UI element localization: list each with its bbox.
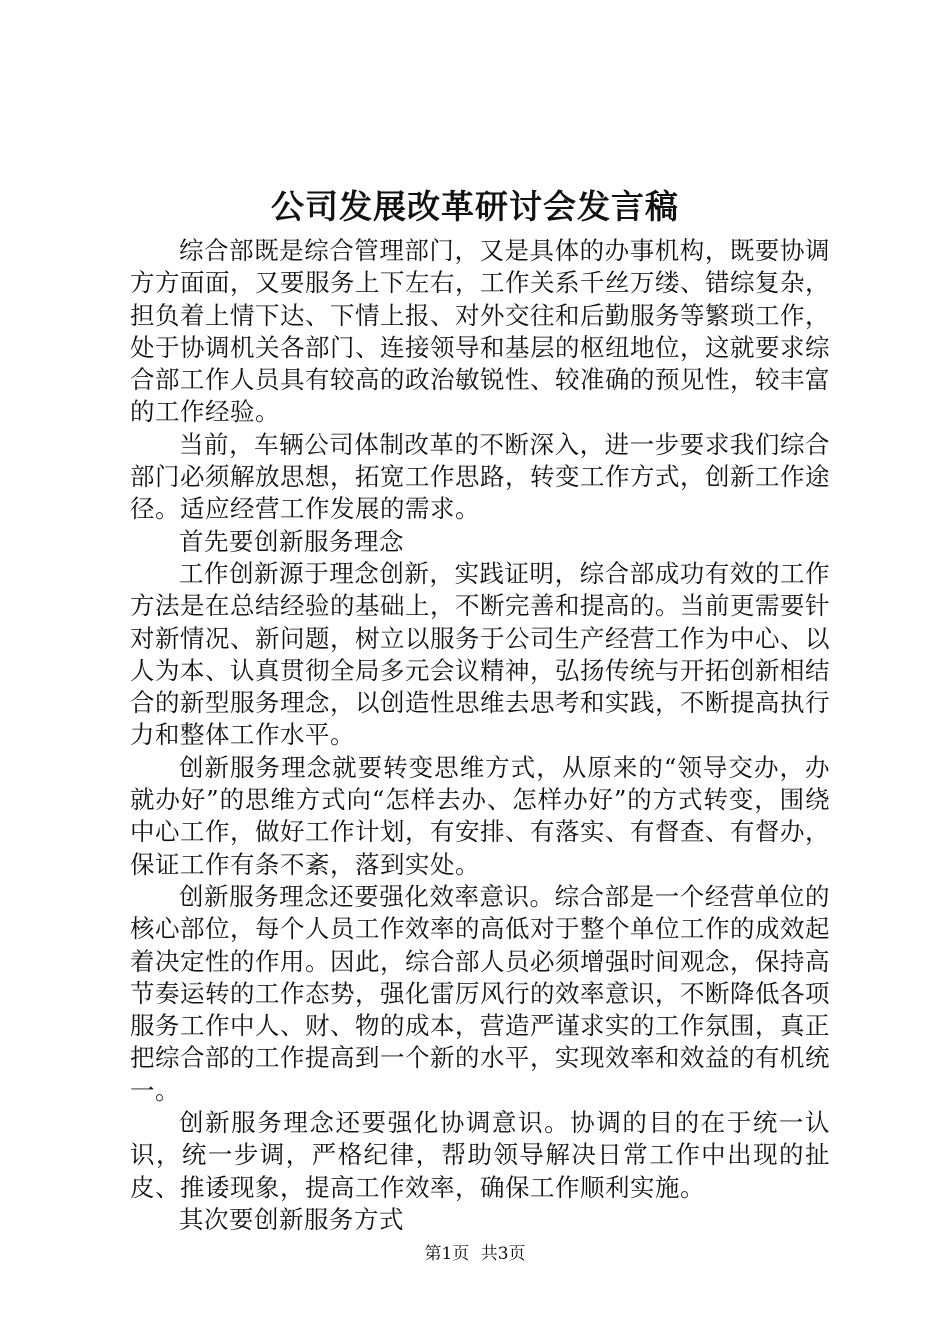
page-number: 第1页 [424, 1244, 470, 1264]
paragraph: 创新服务理念还要强化效率意识。综合部是一个经营单位的核心部位，每个人员工作效率的高低对于整个单位工作的成效起着决定性的作用。因此，综合部人员必须增强时间观念，保持高节奏运转的工作态势，强化雷厉风行的效率意识，不断降低各项服务工作中人、财、物的成本，营造严谨求实的工作氛围，真正把综合部的工作提高到一个新的水平，实现效率和效益的有机统一。 [130, 881, 830, 1105]
page-total: 共3页 [480, 1244, 526, 1264]
page-footer [0, 1242, 950, 1266]
paragraph: 工作创新源于理念创新，实践证明，综合部成功有效的工作方法是在总结经验的基础上，不断完善和提高的。当前更需要针对新情况、新问题，树立以服务于公司生产经营工作为中心、以人为本、认真贯彻全局多元会议精神，弘扬传统与开拓创新相结合的新型服务理念，以创造性思维去思考和实践，不断提高执行力和整体工作水平。 [130, 558, 830, 750]
section-heading: 首先要创新服务理念 [179, 526, 404, 556]
paragraph: 创新服务理念就要转变思维方式，从原来的“领导交办，办就办好”的思维方式向“怎样去办、怎样办好”的方式转变，围绕中心工作，做好工作计划，有安排、有落实、有督查、有督办，保证工作有条不紊，落到实处。 [130, 752, 830, 879]
paragraph: 综合部既是综合管理部门，又是具体的办事机构，既要协调方方面面，又要服务上下左右，工作关系千丝万缕、错综复杂，担负着上情下达、下情上报、对外交往和后勤服务等繁琐工作，处于协调机关各部门、连接领导和基层的枢纽地位，这就要求综合部工作人员具有较高的政治敏锐性、较准确的预见性，较丰富的工作经验。 [130, 236, 830, 427]
paragraph: 创新服务理念还要强化协调意识。协调的目的在于统一认识，统一步调，严格纪律，帮助领导解决日常工作中出现的扯皮、推诿现象，提高工作效率，确保工作顺利实施。 [130, 1108, 830, 1202]
paragraph: 当前，车辆公司体制改革的不断深入，进一步要求我们综合部门必须解放思想，拓宽工作思路，转变工作方式，创新工作途径。适应经营工作发展的需求。 [130, 429, 830, 524]
section-heading: 其次要创新服务方式 [179, 1204, 404, 1234]
document-body [130, 235, 830, 1236]
document-title: 公司发展改革研讨会发言稿 [271, 187, 679, 226]
